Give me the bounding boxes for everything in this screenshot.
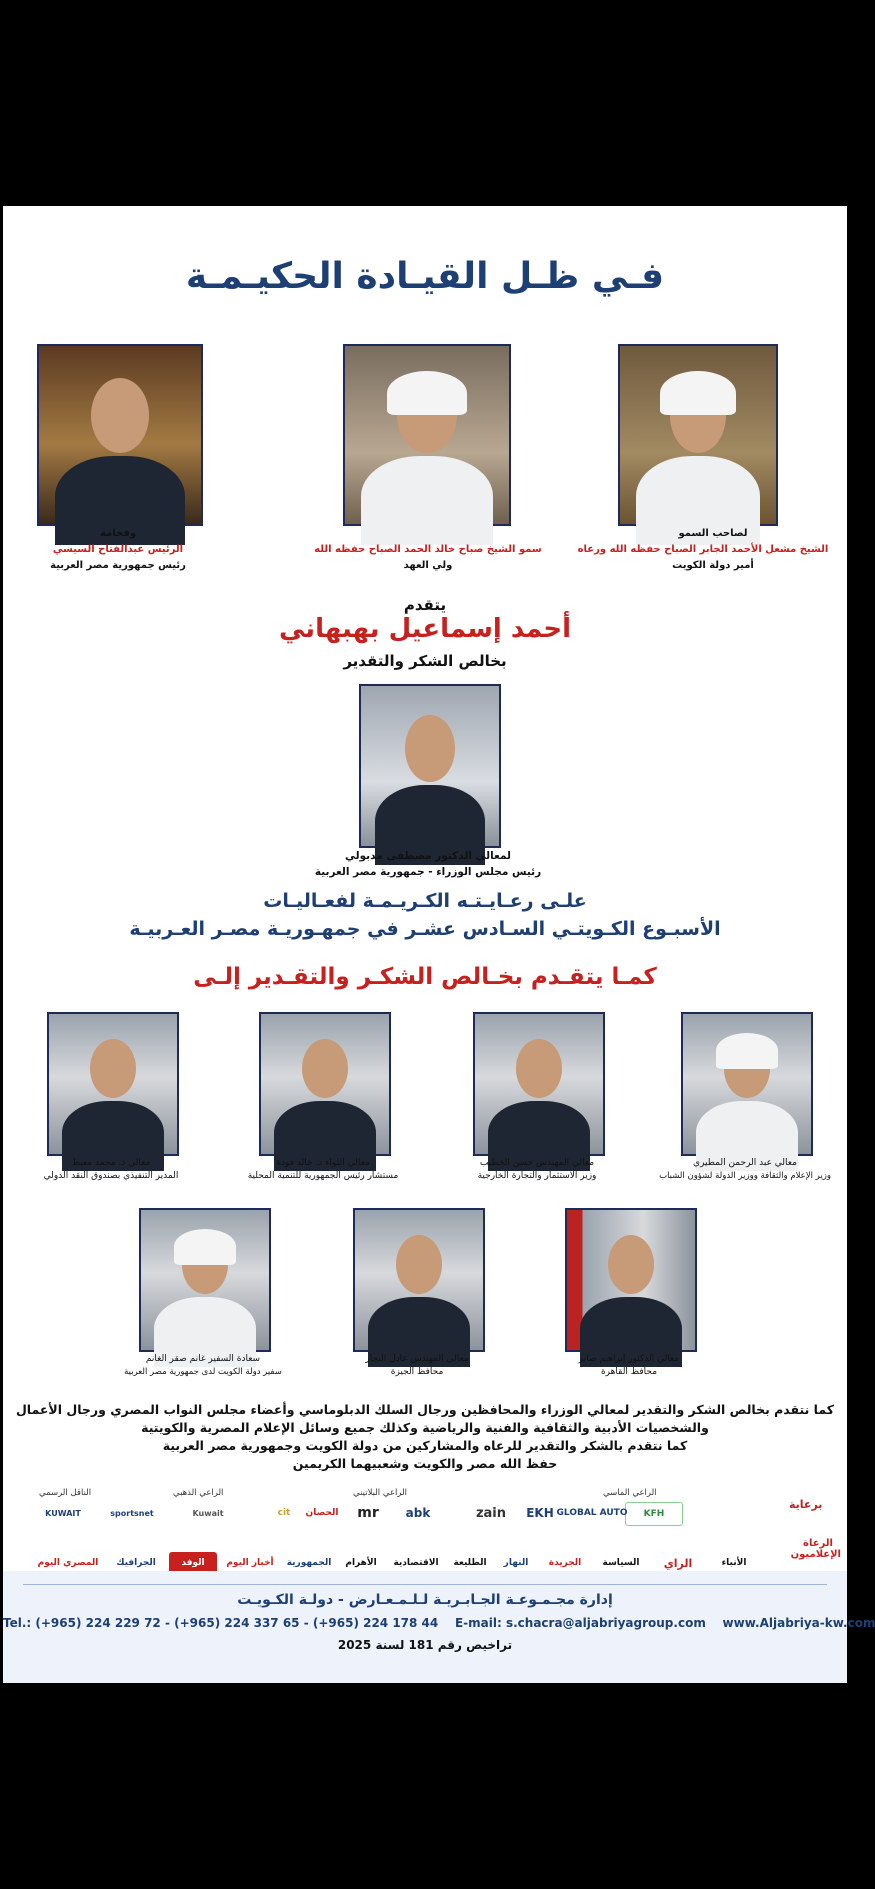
logo-aljarida: الجريدة	[548, 1558, 582, 1568]
portrait-row2-4	[47, 1012, 179, 1156]
logo-sportsnet: sportsnet	[110, 1508, 154, 1518]
sponsor-label-gold: الراعي الذهبي	[173, 1488, 224, 1498]
row2-2-role: وزير الاستثمار والتجارة الخارجية	[477, 1171, 597, 1181]
row3-2-name: معالي المهندس عادل النجار	[365, 1354, 469, 1364]
row3-3-role: سفير دولة الكويت لدى جمهورية مصر العربية	[124, 1367, 282, 1377]
row3-1-name: معالي الدكتور إبراهيم صابر	[578, 1354, 680, 1364]
logo-global-auto: GLOBAL AUTO	[556, 1508, 628, 1518]
row2-4-role: المدير التنفيذي بصندوق النقد الدولي	[43, 1171, 179, 1181]
footer-contact	[3, 1616, 875, 1630]
caption-crown-prince-name: سمو الشيخ صباح خالد الحمد الصباح حفظه الله	[314, 544, 542, 555]
row2-3-name: معالي اللواء د. خالد فودة	[276, 1158, 370, 1168]
also-thanks-heading: كمـا يتقـدم بخـالص الشكـر والتقـدير إلـى	[193, 964, 657, 990]
caption-president-name: الرئيس عبدالفتاح السيسي	[52, 544, 184, 555]
pm-role: رئيس مجلس الوزراء - جمهورية مصر العربية	[314, 866, 542, 878]
logo-cit: cit	[277, 1508, 291, 1518]
logo-alwafd: الوفد	[169, 1552, 217, 1574]
footer-license: تراخيص رقم 181 لسنة 2025	[337, 1638, 513, 1652]
row2-1-role: وزير الإعلام والثقافة ووزير الدولة لشؤون الشباب	[659, 1171, 831, 1181]
logo-gold-kuwait: Kuwait	[192, 1508, 224, 1518]
logo-kuwait-airways: KUWAIT	[45, 1508, 81, 1518]
footer-web[interactable]: www.Aljabriya-kw.com	[722, 1616, 875, 1630]
portrait-row2-3	[259, 1012, 391, 1156]
logo-alnahar: النهار	[503, 1558, 529, 1568]
logo-alahram: الأهرام	[345, 1558, 377, 1568]
sponsorship-line1: علـى رعـايـتـه الكـريـمـة لفعـاليـات	[263, 890, 587, 912]
thanks-paragraph-line4: حفظ الله مصر والكويت وشعبيهما الكريمين	[292, 1456, 558, 1471]
logo-alhosan: الحصان	[305, 1508, 339, 1518]
row2-2-name: معالي المهندس حسن الخطيب	[479, 1158, 595, 1168]
caption-amir-honorific: لصاحب السمو	[678, 528, 748, 539]
row3-3-name: سعادة السفير غانم صقر الغانم	[145, 1354, 261, 1364]
caption-president-role: رئيس جمهورية مصر العربية	[50, 560, 186, 571]
portrait-row3-2	[353, 1208, 485, 1352]
footer-tel: Tel.: (+965) 224 229 72 - (+965) 224 337 65 - (+965) 224 178 44	[3, 1616, 439, 1630]
logo-alanba: الأنباء	[721, 1558, 747, 1568]
caption-crown-prince-role: ولي العهد	[403, 560, 453, 571]
row3-2-role: محافظ الجيزة	[390, 1367, 444, 1377]
portrait-row2-2	[473, 1012, 605, 1156]
logo-alseyassah: السياسة	[602, 1558, 640, 1568]
logo-abk: abk	[405, 1506, 431, 1520]
pm-name: لمعالي الدكتور مصطفى مدبولي	[345, 850, 511, 862]
logo-algomhuria: الجمهورية	[286, 1558, 332, 1568]
sponsor-label-media: الرعاة الإعلاميون	[790, 1538, 841, 1560]
row2-4-name: معالي د. محمد معيط	[71, 1158, 151, 1168]
logo-altaliaa: الطليعة	[453, 1558, 487, 1568]
portrait-president	[37, 344, 203, 526]
footer-divider	[23, 1584, 827, 1585]
thanks-paragraph-line1: كما نتقدم بخالص الشكر والتقدير لمعالي الوزراء والمحافظين ورجال السلك الدبلوماسي وأعضاء مجلس النواب المصري ورجال الأعمال	[15, 1402, 835, 1417]
caption-amir-role: أمير دولة الكويت	[672, 560, 754, 571]
logo-mr: mr	[357, 1505, 379, 1521]
footer-org: إدارة مجـمـوعـة الجـابـريـة لـلـمـعـارض - دولـة الكـويـت	[237, 1592, 613, 1608]
logo-aleqtisadiya: الاقتصادية	[393, 1558, 439, 1568]
portrait-row3-1	[565, 1208, 697, 1352]
logo-alrai: الراي	[663, 1556, 693, 1570]
portrait-row2-1	[681, 1012, 813, 1156]
portrait-amir	[618, 344, 778, 526]
caption-president-honorific: وفخامة	[100, 528, 136, 539]
page-title: فـي ظـل القيـادة الحكيـمـة	[185, 256, 665, 297]
sponsor-label-platinum: الراعي البلاتيني	[353, 1488, 408, 1498]
row3-1-role: محافظ القاهرة	[600, 1367, 658, 1377]
sponsor-label-main: برعاية	[789, 1498, 823, 1511]
presenter-name: أحمد إسماعيل بهبهاني	[279, 614, 571, 644]
logo-algraphic: الجرافيك	[116, 1558, 156, 1568]
logo-kfh: KFH	[625, 1502, 683, 1526]
caption-amir-name: الشيخ مشعل الأحمد الجابر الصباح حفظه الله ورعاه	[577, 544, 829, 555]
portrait-crown-prince	[343, 344, 511, 526]
portrait-prime-minister	[359, 684, 501, 848]
thanks-paragraph-line3: كما نتقدم بالشكر والتقدير للرعاه والمشاركين من دولة الكويت وجمهورية مصر العربية	[162, 1438, 688, 1453]
advertisement-page	[3, 206, 875, 1683]
sponsor-label-carrier: الناقل الرسمي	[39, 1488, 92, 1498]
logo-zain: zain	[475, 1505, 507, 1521]
row2-3-role: مستشار رئيس الجمهورية للتنمية المحلية	[247, 1171, 399, 1181]
sponsorship-line2: الأسبـوع الكـويتـي السـادس عشـر في جمهـوريـة مصـر العـربيـة	[129, 918, 721, 940]
thanks-paragraph-line2: والشخصيات الأدبية والثقافية والفنية والرياضية وكذلك جميع وسائل الإعلام المصرية والكويتية	[141, 1420, 709, 1435]
logo-akhbar-elyom: أخبار اليوم	[226, 1558, 274, 1568]
presenter-intro: يتقدم	[403, 596, 447, 614]
row2-1-name: معالي عبد الرحمن المطيري	[693, 1158, 797, 1168]
logo-almasry-alyoum: المصري اليوم	[37, 1558, 99, 1568]
portrait-row3-3	[139, 1208, 271, 1352]
logo-ekh: EKH	[526, 1506, 554, 1520]
sponsor-label-diamond: الراعي الماسي	[603, 1488, 657, 1498]
presenter-thanks: بخالص الشكر والتقدير	[343, 652, 507, 670]
footer-email[interactable]: E-mail: s.chacra@aljabriyagroup.com	[454, 1616, 706, 1630]
